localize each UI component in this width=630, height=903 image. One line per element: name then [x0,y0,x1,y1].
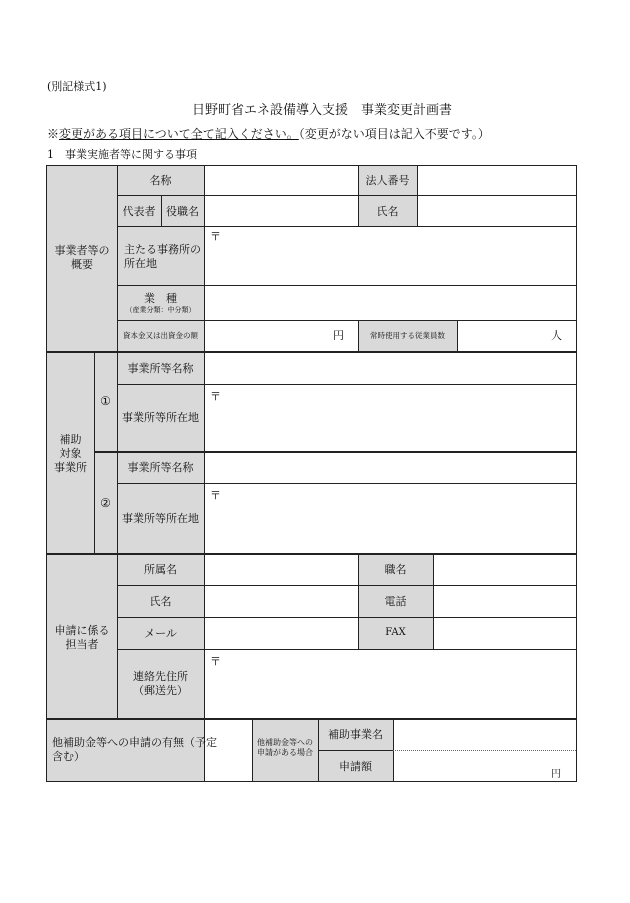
name-label: 名称 [149,174,172,187]
rep-name-label: 氏名 [376,205,399,218]
email-label: メール [144,627,177,640]
corp-number-field[interactable] [419,168,575,194]
note-underlined: 変更がある項目について全て記入ください。 [59,127,299,141]
office-postal-mark: 〒 [210,230,221,243]
offices-group-label: 補助 対象 事業所 [54,433,87,474]
office2-postal-mark: 〒 [210,489,221,502]
fax-label: FAX [385,627,406,638]
if-applied-label: 他補助金等への 申請がある場合 [257,738,313,757]
mailing-address-field[interactable] [206,651,575,717]
dept-label: 所属名 [144,563,177,576]
subsidy-project-name-label: 補助事業名 [328,728,383,741]
office1-name-label: 事業所等名称 [127,362,194,375]
dept-field[interactable] [206,556,356,584]
rep-label: 代表者 [122,205,156,218]
other-subsidy-question: 他補助金等への申請の有無（予定 含む） [52,736,217,763]
note-suffix: （変更がない項目は記入不要です。） [298,127,490,141]
section-title: 1 事業実施者等に関する事項 [47,148,197,161]
name-field[interactable] [206,168,356,194]
other-subsidy-answer-field[interactable] [206,721,250,780]
office1-address-label: 事業所等所在地 [122,411,199,424]
employees-label: 常時使用する従業員数 [370,331,445,340]
employees-unit: 人 [551,329,562,342]
subsidy-project-name-field[interactable] [395,721,575,749]
mailing-address-label: 連絡先住所 （郵送先） [133,670,188,697]
corp-number-label: 法人番号 [365,174,410,187]
contact-group-label: 申請に係る 担当者 [54,624,110,651]
form-number: (別記様式1) [47,80,107,93]
phone-label: 電話 [384,595,407,608]
office2-name-label: 事業所等名称 [127,461,194,474]
office2-address-field[interactable] [206,485,575,552]
rep-title-label: 役職名 [166,205,199,218]
overview-group-label: 事業者等の 概要 [54,244,110,271]
office1-marker: ① [100,394,111,408]
email-field[interactable] [206,619,356,648]
industry-sub-label: （産業分類：中分類） [125,306,196,314]
office-address-label: 主たる事務所の 所在地 [124,243,201,270]
office2-address-label: 事業所等所在地 [122,512,199,525]
capital-unit: 円 [333,329,344,342]
contact-name-field[interactable] [206,587,356,616]
rep-name-field[interactable] [419,197,575,225]
rep-title-field[interactable] [206,197,356,225]
industry-field[interactable] [206,287,575,319]
office-address-field[interactable] [206,228,575,284]
position-field[interactable] [435,556,575,584]
position-label: 職名 [384,563,407,576]
office2-marker: ② [100,496,111,510]
subsidy-amount-unit: 円 [551,769,561,780]
office1-address-field[interactable] [206,386,575,450]
office1-postal-mark: 〒 [210,390,221,403]
contact-name-label: 氏名 [149,595,172,608]
mailing-postal-mark: 〒 [210,655,221,668]
instruction-note [47,127,490,142]
page-title: 日野町省エネ設備導入支援 事業変更計画書 [192,103,453,118]
industry-label: 業 種 [144,292,177,305]
subsidy-amount-field[interactable] [395,752,575,780]
capital-label: 資本金又は出資金の額 [123,331,198,340]
fax-field[interactable] [435,619,575,648]
office2-name-field[interactable] [206,454,575,482]
phone-field[interactable] [435,587,575,616]
subsidy-amount-label: 申請額 [339,760,372,773]
office1-name-field[interactable] [206,354,575,383]
note-prefix: ※ [47,127,60,141]
